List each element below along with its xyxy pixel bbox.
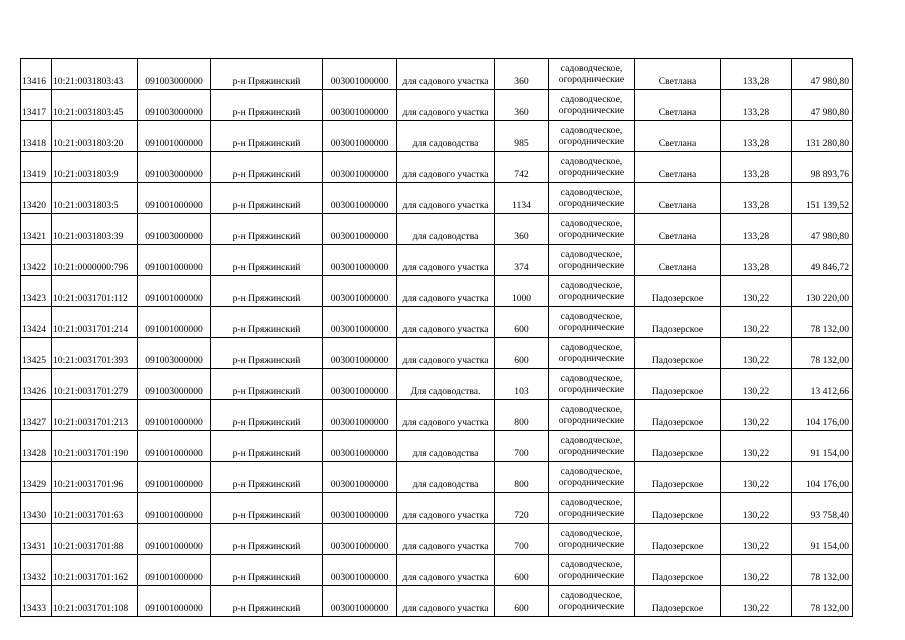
oktmo-code: 003001000000: [323, 183, 397, 214]
permitted-use: для садового участка: [397, 59, 495, 90]
land-use-line-1: садоводческое,: [560, 527, 623, 539]
cadastral-value: 131 280,80: [792, 121, 853, 152]
settlement-name: Светлана: [635, 183, 721, 214]
okato-code: 091001000000: [138, 462, 211, 493]
district-name: р-н Пряжинский: [211, 90, 323, 121]
oktmo-code: 003001000000: [323, 59, 397, 90]
settlement-name: Падозерское: [635, 369, 721, 400]
permitted-use: для садового участка: [397, 555, 495, 586]
district-name: р-н Пряжинский: [211, 462, 323, 493]
cadastral-rate: 130,22: [721, 400, 792, 431]
table-row: [21, 462, 853, 493]
oktmo-code: 003001000000: [323, 245, 397, 276]
table-row: [21, 524, 853, 555]
settlement-name: Падозерское: [635, 555, 721, 586]
cadastral-rate: 130,22: [721, 586, 792, 617]
permitted-use: для садоводства: [397, 431, 495, 462]
settlement-name: Падозерское: [635, 307, 721, 338]
land-use-line-2: огороднические: [558, 415, 625, 426]
land-use-line-1: садоводческое,: [560, 434, 623, 446]
okato-code: 091001000000: [138, 245, 211, 276]
land-use-line-1: садоводческое,: [560, 93, 623, 105]
table-row: [21, 400, 853, 431]
land-use-type: [549, 307, 635, 338]
settlement-name: Светлана: [635, 59, 721, 90]
row-number: 13423: [21, 276, 52, 307]
oktmo-code: 003001000000: [323, 214, 397, 245]
district-name: р-н Пряжинский: [211, 431, 323, 462]
okato-code: 091001000000: [138, 400, 211, 431]
land-use-type: [549, 555, 635, 586]
cadastral-value: 47 980,80: [792, 90, 853, 121]
row-number: 13428: [21, 431, 52, 462]
row-number: 13432: [21, 555, 52, 586]
settlement-name: Светлана: [635, 121, 721, 152]
land-use-line-2: огороднические: [558, 167, 625, 178]
land-use-line-2: огороднические: [558, 74, 625, 85]
cadastral-number: 10:21:0031803:45: [52, 90, 138, 121]
cadastral-value: 151 139,52: [792, 183, 853, 214]
cadastral-number: 10:21:0000000:796: [52, 245, 138, 276]
parcel-area: 742: [495, 152, 549, 183]
district-name: р-н Пряжинский: [211, 276, 323, 307]
row-number: 13416: [21, 59, 52, 90]
cadastral-number: 10:21:0031803:9: [52, 152, 138, 183]
okato-code: 091001000000: [138, 276, 211, 307]
okato-code: 091001000000: [138, 524, 211, 555]
oktmo-code: 003001000000: [323, 152, 397, 183]
land-use-line-1: садоводческое,: [560, 558, 623, 570]
settlement-name: Падозерское: [635, 462, 721, 493]
cadastral-value: 13 412,66: [792, 369, 853, 400]
settlement-name: Падозерское: [635, 338, 721, 369]
okato-code: 091001000000: [138, 493, 211, 524]
table-row: [21, 152, 853, 183]
district-name: р-н Пряжинский: [211, 214, 323, 245]
permitted-use: для садового участка: [397, 400, 495, 431]
table-row: [21, 369, 853, 400]
cadastral-value: 78 132,00: [792, 555, 853, 586]
land-use-type: [549, 431, 635, 462]
oktmo-code: 003001000000: [323, 586, 397, 617]
district-name: р-н Пряжинский: [211, 59, 323, 90]
land-use-line-1: садоводческое,: [560, 248, 623, 260]
land-use-line-1: садоводческое,: [560, 403, 623, 415]
okato-code: 091001000000: [138, 121, 211, 152]
cadastral-rate: 133,28: [721, 59, 792, 90]
table-row: [21, 214, 853, 245]
settlement-name: Падозерское: [635, 431, 721, 462]
land-use-line-1: садоводческое,: [560, 217, 623, 229]
okato-code: 091003000000: [138, 90, 211, 121]
parcel-area: 800: [495, 462, 549, 493]
table-body: [21, 59, 853, 617]
oktmo-code: 003001000000: [323, 276, 397, 307]
row-number: 13427: [21, 400, 52, 431]
cadastral-value: 78 132,00: [792, 586, 853, 617]
parcel-area: 720: [495, 493, 549, 524]
cadastral-number: 10:21:0031701:112: [52, 276, 138, 307]
permitted-use: для садового участка: [397, 493, 495, 524]
cadastral-number: 10:21:0031701:190: [52, 431, 138, 462]
parcel-area: 700: [495, 524, 549, 555]
parcel-area: 360: [495, 59, 549, 90]
cadastral-value: 130 220,00: [792, 276, 853, 307]
settlement-name: Падозерское: [635, 586, 721, 617]
oktmo-code: 003001000000: [323, 400, 397, 431]
permitted-use: для садоводства: [397, 121, 495, 152]
settlement-name: Падозерское: [635, 524, 721, 555]
cadastral-value: 78 132,00: [792, 338, 853, 369]
okato-code: 091001000000: [138, 183, 211, 214]
oktmo-code: 003001000000: [323, 493, 397, 524]
permitted-use: для садового участка: [397, 338, 495, 369]
land-use-type: [549, 90, 635, 121]
cadastral-rate: 130,22: [721, 338, 792, 369]
okato-code: 091001000000: [138, 431, 211, 462]
cadastral-rate: 133,28: [721, 90, 792, 121]
land-use-line-1: садоводческое,: [560, 124, 623, 136]
parcel-area: 374: [495, 245, 549, 276]
table-row: [21, 59, 853, 90]
cadastral-rate: 133,28: [721, 214, 792, 245]
land-use-line-2: огороднические: [558, 198, 625, 209]
district-name: р-н Пряжинский: [211, 493, 323, 524]
cadastral-number: 10:21:0031701:88: [52, 524, 138, 555]
cadastral-number: 10:21:0031701:214: [52, 307, 138, 338]
okato-code: 091003000000: [138, 338, 211, 369]
table-row: [21, 586, 853, 617]
district-name: р-н Пряжинский: [211, 338, 323, 369]
cadastral-rate: 130,22: [721, 462, 792, 493]
land-use-type: [549, 586, 635, 617]
parcel-area: 1000: [495, 276, 549, 307]
settlement-name: Светлана: [635, 90, 721, 121]
land-use-line-2: огороднические: [558, 446, 625, 457]
cadastral-number: 10:21:0031803:5: [52, 183, 138, 214]
permitted-use: для садового участка: [397, 183, 495, 214]
oktmo-code: 003001000000: [323, 462, 397, 493]
cadastral-number: 10:21:0031701:393: [52, 338, 138, 369]
land-use-line-1: садоводческое,: [560, 589, 623, 601]
cadastral-value: 93 758,40: [792, 493, 853, 524]
parcel-area: 103: [495, 369, 549, 400]
table-row: [21, 307, 853, 338]
land-use-line-2: огороднические: [558, 539, 625, 550]
settlement-name: Падозерское: [635, 493, 721, 524]
parcel-area: 600: [495, 586, 549, 617]
land-use-type: [549, 183, 635, 214]
cadastral-rate: 133,28: [721, 183, 792, 214]
row-number: 13419: [21, 152, 52, 183]
oktmo-code: 003001000000: [323, 555, 397, 586]
cadastral-value: 91 154,00: [792, 431, 853, 462]
permitted-use: для садоводства: [397, 462, 495, 493]
permitted-use: для садового участка: [397, 152, 495, 183]
cadastral-number: 10:21:0031701:213: [52, 400, 138, 431]
land-use-line-1: садоводческое,: [560, 496, 623, 508]
oktmo-code: 003001000000: [323, 431, 397, 462]
settlement-name: Светлана: [635, 214, 721, 245]
cadastral-number: 10:21:0031803:43: [52, 59, 138, 90]
land-use-line-2: огороднические: [558, 291, 625, 302]
land-use-line-2: огороднические: [558, 229, 625, 240]
parcel-area: 800: [495, 400, 549, 431]
cadastral-rate: 133,28: [721, 152, 792, 183]
land-use-type: [549, 493, 635, 524]
oktmo-code: 003001000000: [323, 90, 397, 121]
land-use-line-1: садоводческое,: [560, 155, 623, 167]
okato-code: 091001000000: [138, 307, 211, 338]
permitted-use: для садового участка: [397, 245, 495, 276]
row-number: 13422: [21, 245, 52, 276]
cadastral-rate: 130,22: [721, 307, 792, 338]
parcel-table: [20, 58, 853, 617]
district-name: р-н Пряжинский: [211, 555, 323, 586]
parcel-area: 600: [495, 555, 549, 586]
district-name: р-н Пряжинский: [211, 524, 323, 555]
cadastral-value: 47 980,80: [792, 59, 853, 90]
row-number: 13424: [21, 307, 52, 338]
row-number: 13420: [21, 183, 52, 214]
oktmo-code: 003001000000: [323, 369, 397, 400]
district-name: р-н Пряжинский: [211, 121, 323, 152]
cadastral-number: 10:21:0031803:39: [52, 214, 138, 245]
cadastral-rate: 130,22: [721, 524, 792, 555]
land-use-line-2: огороднические: [558, 570, 625, 581]
permitted-use: для садоводства: [397, 214, 495, 245]
cadastral-rate: 130,22: [721, 431, 792, 462]
district-name: р-н Пряжинский: [211, 307, 323, 338]
land-use-line-2: огороднические: [558, 322, 625, 333]
okato-code: 091003000000: [138, 59, 211, 90]
table-row: [21, 555, 853, 586]
cadastral-rate: 133,28: [721, 245, 792, 276]
land-use-type: [549, 276, 635, 307]
cadastral-value: 78 132,00: [792, 307, 853, 338]
parcel-area: 360: [495, 214, 549, 245]
land-use-line-2: огороднические: [558, 105, 625, 116]
parcel-area: 600: [495, 338, 549, 369]
settlement-name: Падозерское: [635, 400, 721, 431]
permitted-use: для садового участка: [397, 586, 495, 617]
cadastral-value: 104 176,00: [792, 462, 853, 493]
settlement-name: Падозерское: [635, 276, 721, 307]
land-use-line-2: огороднические: [558, 260, 625, 271]
table-row: [21, 338, 853, 369]
cadastral-number: 10:21:0031701:96: [52, 462, 138, 493]
land-use-type: [549, 245, 635, 276]
land-use-type: [549, 152, 635, 183]
parcel-area: 700: [495, 431, 549, 462]
row-number: 13433: [21, 586, 52, 617]
row-number: 13421: [21, 214, 52, 245]
oktmo-code: 003001000000: [323, 338, 397, 369]
cadastral-value: 49 846,72: [792, 245, 853, 276]
land-use-line-1: садоводческое,: [560, 186, 623, 198]
oktmo-code: 003001000000: [323, 121, 397, 152]
land-use-line-1: садоводческое,: [560, 372, 623, 384]
row-number: 13426: [21, 369, 52, 400]
okato-code: 091003000000: [138, 152, 211, 183]
district-name: р-н Пряжинский: [211, 152, 323, 183]
cadastral-number: 10:21:0031701:63: [52, 493, 138, 524]
table-row: [21, 493, 853, 524]
parcel-area: 600: [495, 307, 549, 338]
land-use-line-2: огороднические: [558, 477, 625, 488]
parcel-area: 985: [495, 121, 549, 152]
table-row: [21, 121, 853, 152]
permitted-use: для садового участка: [397, 307, 495, 338]
permitted-use: для садового участка: [397, 524, 495, 555]
table-row: [21, 90, 853, 121]
table-row: [21, 431, 853, 462]
district-name: р-н Пряжинский: [211, 183, 323, 214]
land-use-line-1: садоводческое,: [560, 62, 623, 74]
okato-code: 091003000000: [138, 214, 211, 245]
land-use-type: [549, 214, 635, 245]
table-row: [21, 245, 853, 276]
land-use-type: [549, 121, 635, 152]
land-use-type: [549, 400, 635, 431]
okato-code: 091001000000: [138, 586, 211, 617]
district-name: р-н Пряжинский: [211, 400, 323, 431]
permitted-use: для садового участка: [397, 90, 495, 121]
land-use-type: [549, 462, 635, 493]
cadastral-rate: 130,22: [721, 493, 792, 524]
cadastral-number: 10:21:0031701:108: [52, 586, 138, 617]
permitted-use: Для садоводства.: [397, 369, 495, 400]
district-name: р-н Пряжинский: [211, 245, 323, 276]
row-number: 13431: [21, 524, 52, 555]
settlement-name: Светлана: [635, 245, 721, 276]
land-use-line-1: садоводческое,: [560, 341, 623, 353]
cadastral-value: 104 176,00: [792, 400, 853, 431]
row-number: 13417: [21, 90, 52, 121]
row-number: 13429: [21, 462, 52, 493]
land-use-type: [549, 524, 635, 555]
land-use-type: [549, 59, 635, 90]
land-use-line-2: огороднические: [558, 353, 625, 364]
row-number: 13418: [21, 121, 52, 152]
land-use-line-2: огороднические: [558, 384, 625, 395]
cadastral-number: 10:21:0031701:279: [52, 369, 138, 400]
parcel-area: 1134: [495, 183, 549, 214]
permitted-use: для садового участка: [397, 276, 495, 307]
cadastral-rate: 133,28: [721, 121, 792, 152]
cadastral-value: 98 893,76: [792, 152, 853, 183]
land-use-line-1: садоводческое,: [560, 465, 623, 477]
settlement-name: Светлана: [635, 152, 721, 183]
land-use-line-1: садоводческое,: [560, 310, 623, 322]
table-row: [21, 183, 853, 214]
cadastral-number: 10:21:0031701:162: [52, 555, 138, 586]
district-name: р-н Пряжинский: [211, 586, 323, 617]
oktmo-code: 003001000000: [323, 307, 397, 338]
oktmo-code: 003001000000: [323, 524, 397, 555]
land-use-type: [549, 338, 635, 369]
land-use-line-1: садоводческое,: [560, 279, 623, 291]
cadastral-number: 10:21:0031803:20: [52, 121, 138, 152]
table-row: [21, 276, 853, 307]
row-number: 13430: [21, 493, 52, 524]
cadastral-value: 47 980,80: [792, 214, 853, 245]
parcel-area: 360: [495, 90, 549, 121]
land-use-line-2: огороднические: [558, 508, 625, 519]
cadastral-rate: 130,22: [721, 369, 792, 400]
district-name: р-н Пряжинский: [211, 369, 323, 400]
land-use-line-2: огороднические: [558, 601, 625, 612]
okato-code: 091001000000: [138, 555, 211, 586]
land-use-line-2: огороднические: [558, 136, 625, 147]
cadastral-rate: 130,22: [721, 555, 792, 586]
cadastral-value: 91 154,00: [792, 524, 853, 555]
row-number: 13425: [21, 338, 52, 369]
cadastral-rate: 130,22: [721, 276, 792, 307]
land-use-type: [549, 369, 635, 400]
okato-code: 091003000000: [138, 369, 211, 400]
